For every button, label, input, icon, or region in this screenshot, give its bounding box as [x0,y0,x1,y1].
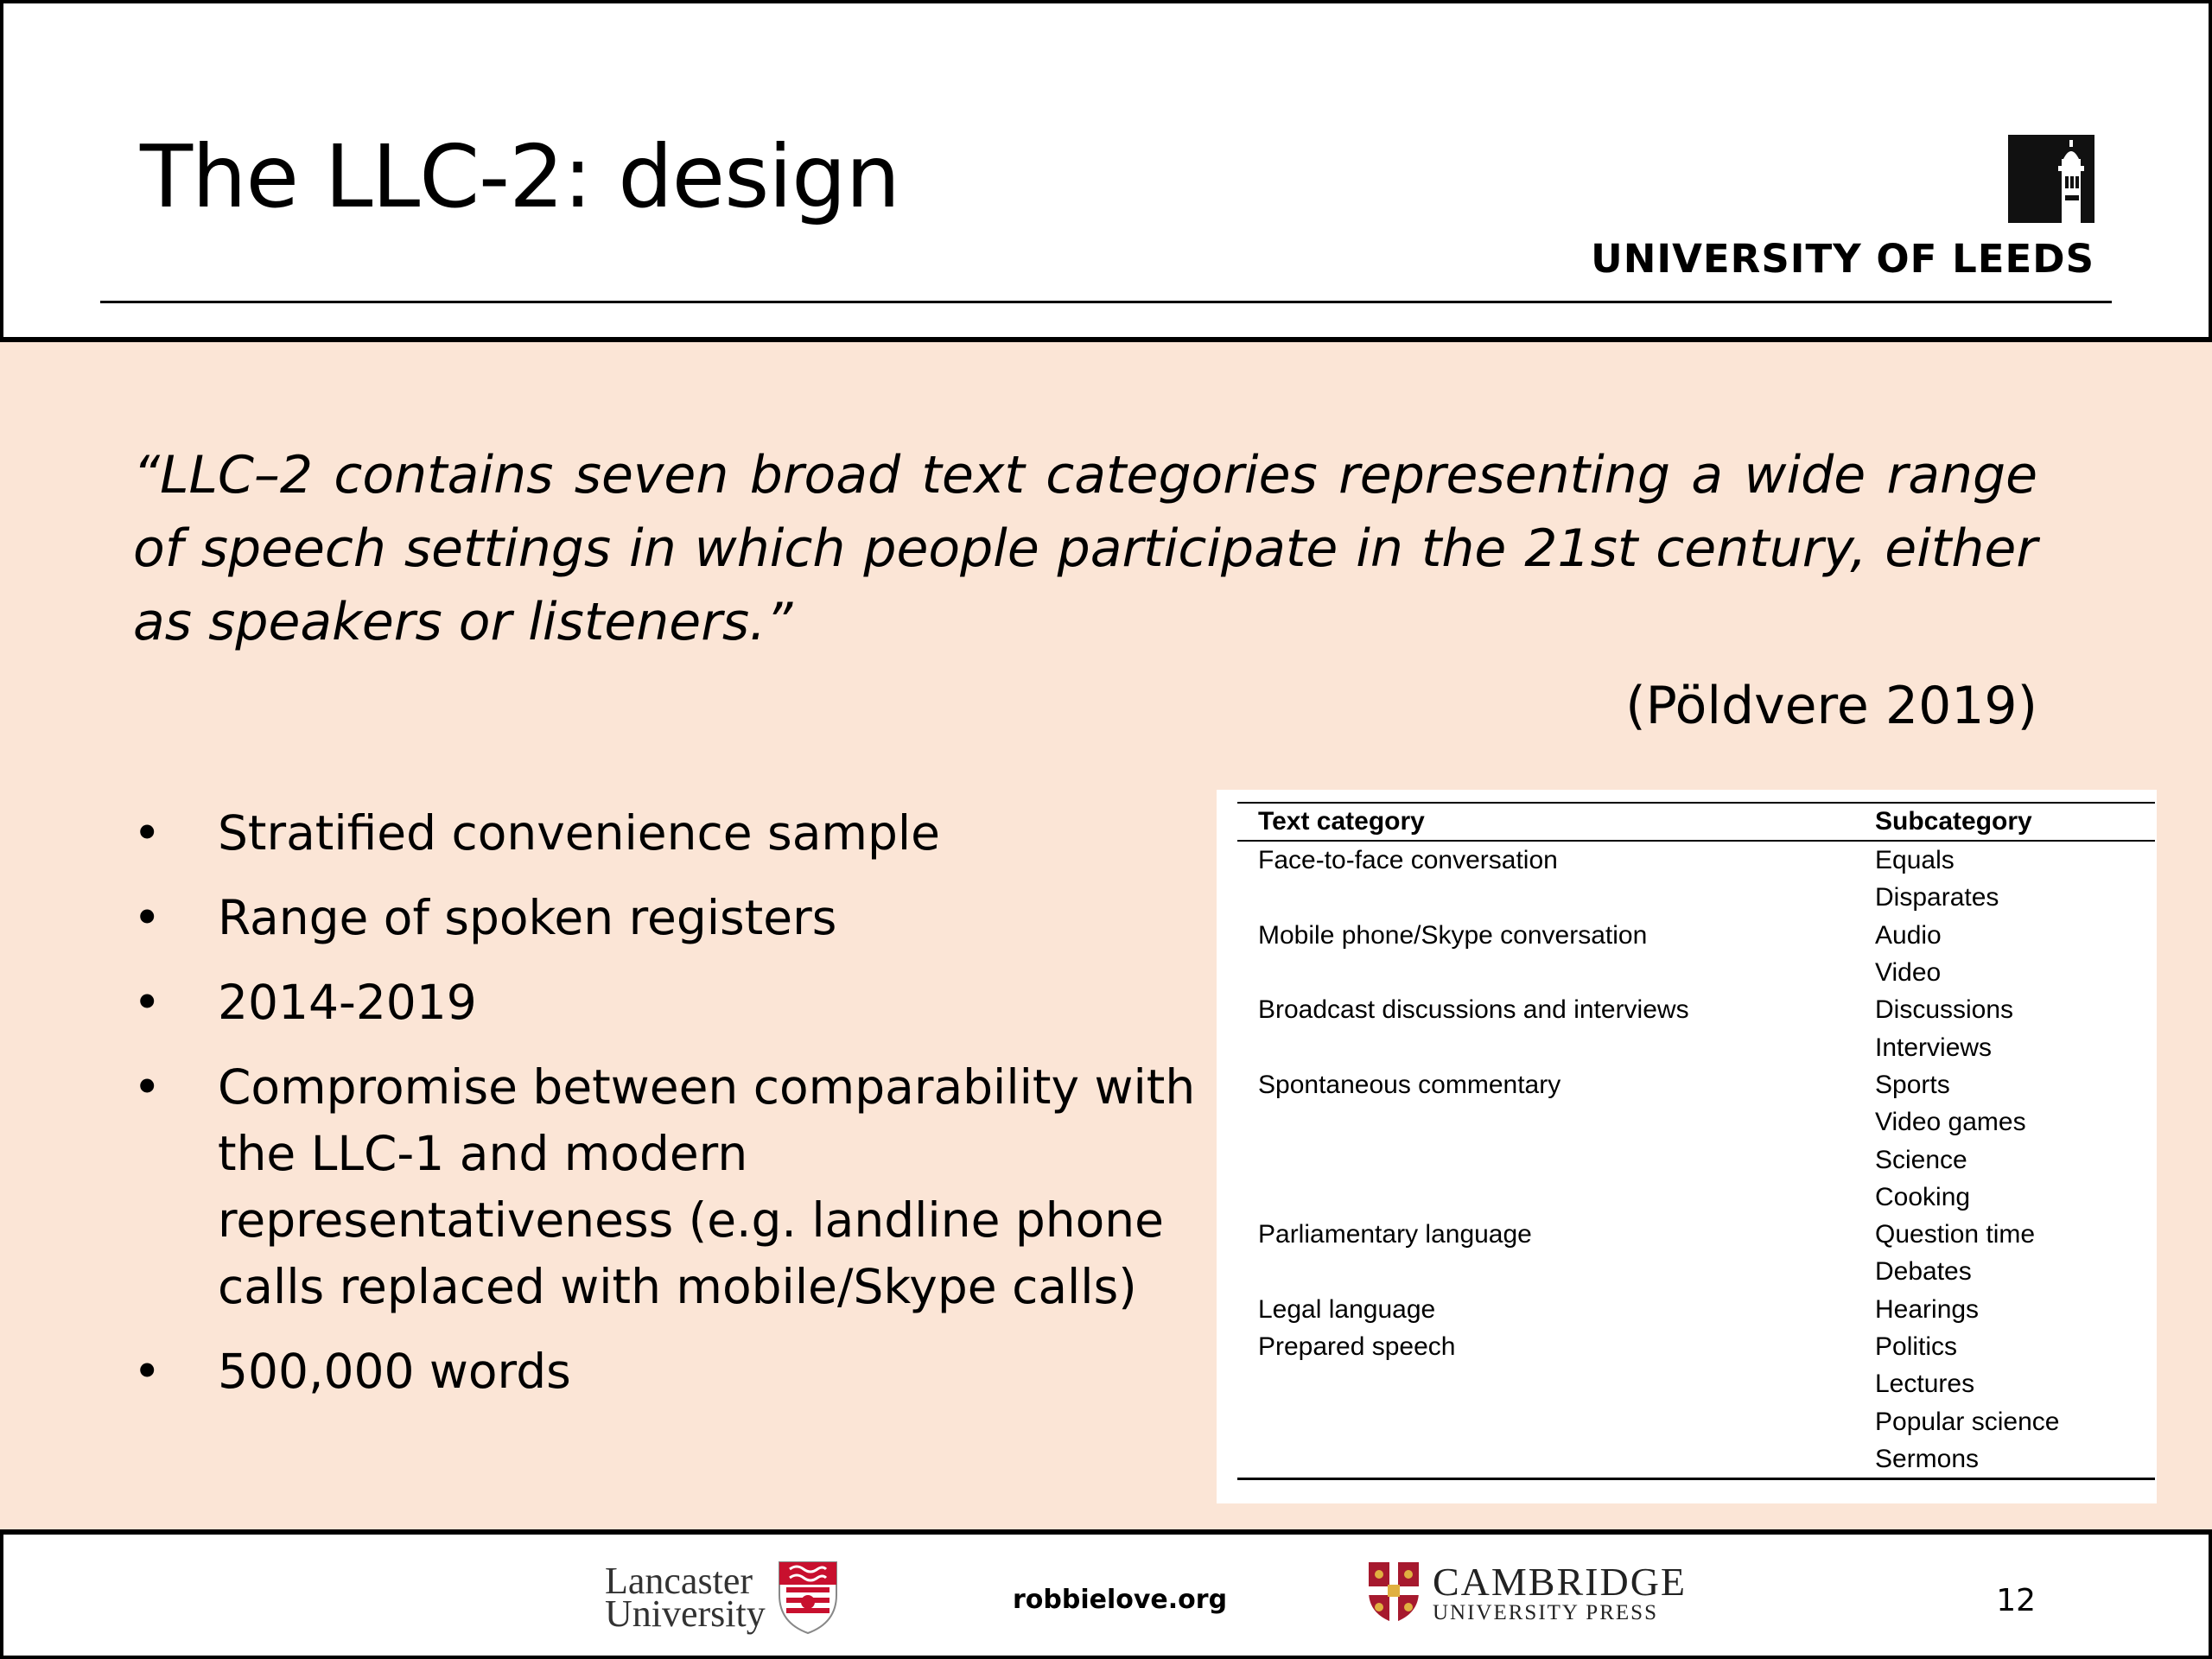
bullet-dot-icon: • [133,1344,162,1399]
text-category-cell [1237,1028,1854,1065]
text-category-cell [1237,1440,1854,1479]
text-category-cell [1237,879,1854,916]
subcategory-cell: Interviews [1875,1033,1993,1062]
table-row [1237,1066,2155,1103]
table-row [1237,917,2155,954]
lancaster-logo-line2: University [605,1592,766,1635]
quote-text: “LLC–2 contains seven broad text categories representing a wide range of speech settings in which people participate in the 21st century, either as speakers or listeners.” [133,445,2037,652]
text-category-cell [1237,1179,1854,1216]
subcategory-cell: Video [1875,958,1942,988]
table-row [1237,1103,2155,1141]
table-row [1237,879,2155,916]
cambridge-logo-line2: UNIVERSITY PRESS [1433,1600,1658,1624]
cambridge-logo-text [1433,1559,1688,1624]
text-category-cell: Face-to-face conversation [1258,846,1558,875]
bullet-item [133,969,1205,1036]
cambridge-logo-line1: CAMBRIDGE [1433,1559,1688,1604]
subcategory-cell: Disparates [1875,883,1999,912]
category-table-panel [1217,790,2157,1503]
table-row [1237,1365,2155,1402]
bullet-dot-icon: • [133,890,162,945]
lancaster-logo-text [605,1560,766,1635]
table-row [1237,1028,2155,1065]
text-category-cell [1237,1402,1854,1440]
subcategory-cell: Sports [1875,1070,1950,1099]
table-row [1237,1291,2155,1328]
text-category-cell [1237,1141,1854,1178]
text-category-cell [1237,1103,1854,1141]
subcategory-cell: Hearings [1875,1294,1980,1324]
table-row [1237,1440,2155,1479]
header-text-category: Text category [1237,803,1854,841]
university-of-leeds-logo [1591,135,2094,282]
text-category-cell: Legal language [1258,1294,1436,1324]
subcategory-cell: Debates [1875,1257,1972,1287]
lancaster-shield-icon [778,1560,838,1635]
bullet-text: 2014-2019 [218,975,477,1030]
table-header-row [1237,803,2155,841]
subcategory-cell: Cooking [1875,1182,1971,1211]
lancaster-logo-line1: Lancaster [605,1560,753,1602]
page-number: 12 [1996,1583,2036,1618]
leeds-tower-icon [2008,135,2094,223]
category-table [1237,802,2155,1480]
cambridge-shield-icon [1367,1560,1421,1624]
table-row [1237,991,2155,1028]
text-category-cell: Spontaneous commentary [1258,1070,1561,1099]
bullet-text: Stratified convenience sample [218,805,941,861]
header-subcategory: Subcategory [1854,803,2155,841]
subcategory-cell: Sermons [1854,1440,2155,1479]
text-category-cell: Parliamentary language [1258,1220,1532,1249]
subcategory-cell: Audio [1875,920,1942,950]
bullet-dot-icon: • [133,975,162,1030]
bullet-text: 500,000 words [218,1344,571,1399]
subcategory-cell: Question time [1875,1220,2036,1249]
bullet-item [133,1054,1205,1320]
slide-title: The LLC-2: design [140,126,899,227]
bullet-dot-icon: • [133,805,162,861]
content-area [0,337,2212,1535]
table-row [1237,954,2155,991]
bullet-item [133,800,1205,867]
table-row [1237,1216,2155,1253]
table-row [1237,841,2155,879]
header-divider [100,301,2112,303]
text-category-cell [1237,954,1854,991]
bullet-item [133,1338,1205,1405]
bullet-text: Range of spoken registers [218,890,837,945]
subcategory-cell: Discussions [1875,995,2014,1025]
text-category-cell [1237,1365,1854,1402]
bullet-dot-icon: • [133,1059,162,1115]
bullet-list [133,800,1205,1423]
table-row [1237,1253,2155,1290]
slide-footer [0,1535,2212,1659]
subcategory-cell: Science [1875,1145,1967,1174]
table-row [1237,1141,2155,1178]
table-row [1237,1402,2155,1440]
subcategory-cell: Video games [1875,1108,2026,1137]
lancaster-university-logo [605,1560,838,1635]
table-row [1237,1328,2155,1365]
bullet-text: Compromise between comparability with the LLC-1 and modern representativeness (e.g. landline phone calls replaced with mobile/Skype calls) [218,1059,1196,1314]
text-category-cell: Broadcast discussions and interviews [1258,995,1689,1025]
table-row [1237,1179,2155,1216]
text-category-cell [1237,1253,1854,1290]
text-category-cell: Mobile phone/Skype conversation [1258,920,1648,950]
subcategory-cell: Popular science [1875,1407,2060,1436]
website-link[interactable]: robbielove.org [1013,1585,1228,1615]
cambridge-university-press-logo [1367,1560,1687,1624]
subcategory-cell: Equals [1875,846,1955,875]
text-category-cell: Prepared speech [1258,1332,1456,1361]
subcategory-cell: Lectures [1875,1370,1975,1399]
quote-citation: (Pöldvere 2019) [1625,676,2037,736]
leeds-logo-text: UNIVERSITY OF LEEDS [1591,236,2094,282]
bullet-item [133,885,1205,951]
subcategory-cell: Politics [1875,1332,1958,1361]
